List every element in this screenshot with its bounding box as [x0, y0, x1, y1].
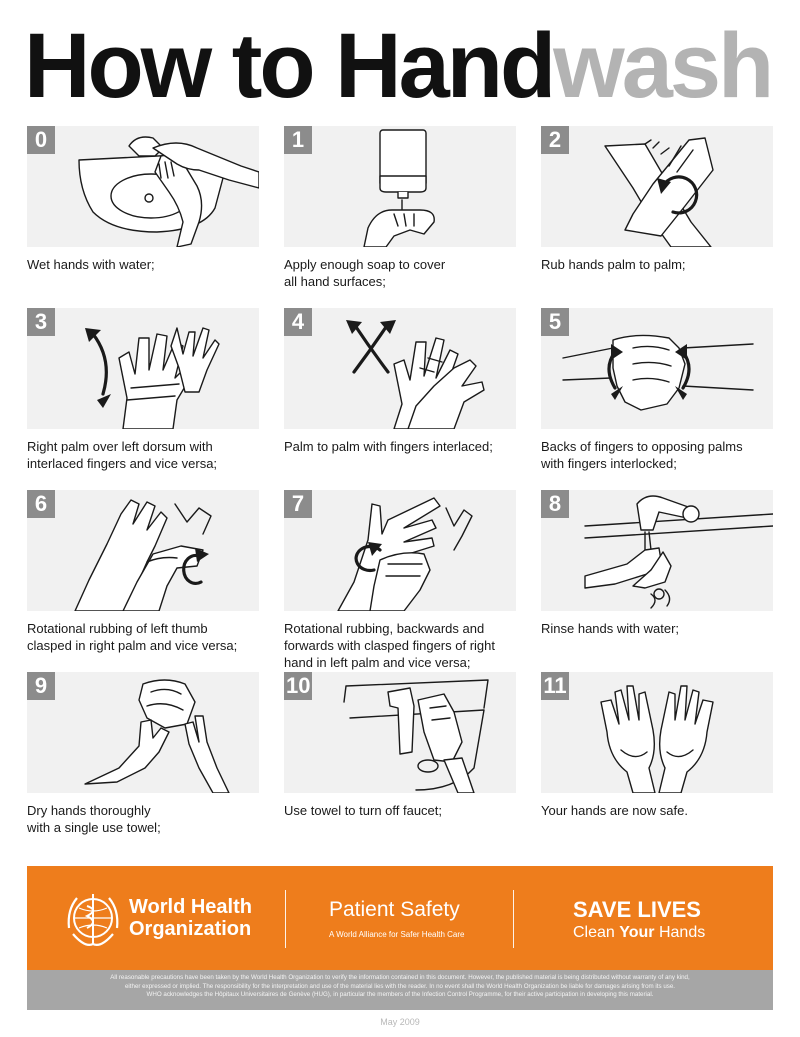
step-caption: Rotational rubbing, backwards and forwards with clasped fingers of right hand in left palm and vice versa; [284, 621, 495, 670]
step-panel [27, 672, 259, 793]
step-caption: Right palm over left dorsum with interlaced fingers and vice versa; [27, 439, 218, 471]
clean-hands-subtitle: Clean Your Hands [573, 924, 706, 941]
safe-hands-icon [541, 672, 773, 793]
step-number: 7 [284, 490, 312, 518]
footer-banner [27, 866, 773, 970]
title-wash: wash [553, 15, 772, 117]
step-6 [27, 490, 259, 654]
step-number: 2 [541, 126, 569, 154]
step-number: 3 [27, 308, 55, 336]
step-panel [541, 672, 773, 793]
palm-to-palm-icon [541, 126, 773, 247]
rinse-hands-icon [541, 490, 773, 611]
step-4 [284, 308, 516, 455]
divider [285, 890, 286, 948]
step-9 [27, 672, 259, 836]
step-number: 0 [27, 126, 55, 154]
towel-faucet-icon [284, 672, 516, 793]
publication-date: May 2009 [380, 1017, 420, 1027]
patient-safety-title: Patient Safety [329, 898, 460, 921]
step-3 [27, 308, 259, 472]
save-lives-title: SAVE LIVES [573, 897, 701, 922]
dry-towel-icon [27, 672, 259, 793]
fingers-interlaced-icon [284, 308, 516, 429]
step-caption: Rinse hands with water; [541, 621, 680, 636]
step-11 [541, 672, 773, 819]
step-5 [541, 308, 773, 472]
step-number: 8 [541, 490, 569, 518]
page-title [24, 12, 771, 120]
step-caption: Your hands are now safe. [541, 803, 688, 818]
step-panel [284, 490, 516, 611]
soap-dispenser-icon [284, 126, 516, 247]
step-number: 10 [286, 673, 311, 698]
step-caption: Rub hands palm to palm; [541, 257, 686, 272]
step-1 [284, 126, 516, 290]
step-8 [541, 490, 773, 637]
step-panel [541, 490, 773, 611]
step-caption: Dry hands thoroughly with a single use towel; [27, 803, 161, 835]
step-panel [284, 672, 516, 793]
title-hand: How to Hand [24, 15, 554, 117]
step-caption: Apply enough soap to cover all hand surfaces; [284, 257, 446, 289]
step-7 [284, 490, 516, 671]
disclaimer: All reasonable precautions have been taken by the World Health Organization to verify the information contained in this document. However, the published material is being distributed without warranty of any kind, either expressed or implied. The responsibility for the interpretation and use of the material lies with the reader. In no event shall the World Health Organization be liable for damages arising from its use. WHO acknowledges the Hôpitaux Universitaires de Genève (HUG), in particular the members of the Infection Control Programme, for their active participation in developing this material. [27, 970, 773, 1010]
step-number: 6 [27, 490, 55, 518]
fingers-interlocked-icon [541, 308, 773, 429]
step-0 [27, 126, 259, 273]
step-number: 4 [284, 308, 312, 336]
divider [513, 890, 514, 948]
step-panel [284, 308, 516, 429]
sink-hands-icon [27, 126, 259, 247]
step-caption: Wet hands with water; [27, 257, 155, 272]
step-10 [284, 672, 516, 819]
step-number: 1 [284, 126, 312, 154]
step-panel [541, 308, 773, 429]
step-caption: Rotational rubbing of left thumb clasped in right palm and vice versa; [27, 621, 238, 653]
step-panel [284, 126, 516, 247]
fingertips-rubbing-icon [284, 490, 516, 611]
step-panel [27, 308, 259, 429]
step-caption: Use towel to turn off faucet; [284, 803, 443, 818]
step-panel [27, 490, 259, 611]
step-panel [541, 126, 773, 247]
who-logo-text: World Health Organization [129, 896, 252, 940]
step-number: 11 [541, 672, 569, 700]
step-number: 5 [541, 308, 569, 336]
step-caption: Backs of fingers to opposing palms with fingers interlocked; [541, 439, 743, 471]
step-panel [27, 126, 259, 247]
step-number: 9 [27, 672, 55, 700]
step-caption: Palm to palm with fingers interlaced; [284, 439, 493, 454]
thumb-rubbing-icon [27, 490, 259, 611]
alliance-subtitle: A World Alliance for Safer Health Care [329, 930, 465, 939]
who-emblem-icon [63, 888, 123, 950]
step-2 [541, 126, 773, 273]
dorsum-interlaced-icon [27, 308, 259, 429]
